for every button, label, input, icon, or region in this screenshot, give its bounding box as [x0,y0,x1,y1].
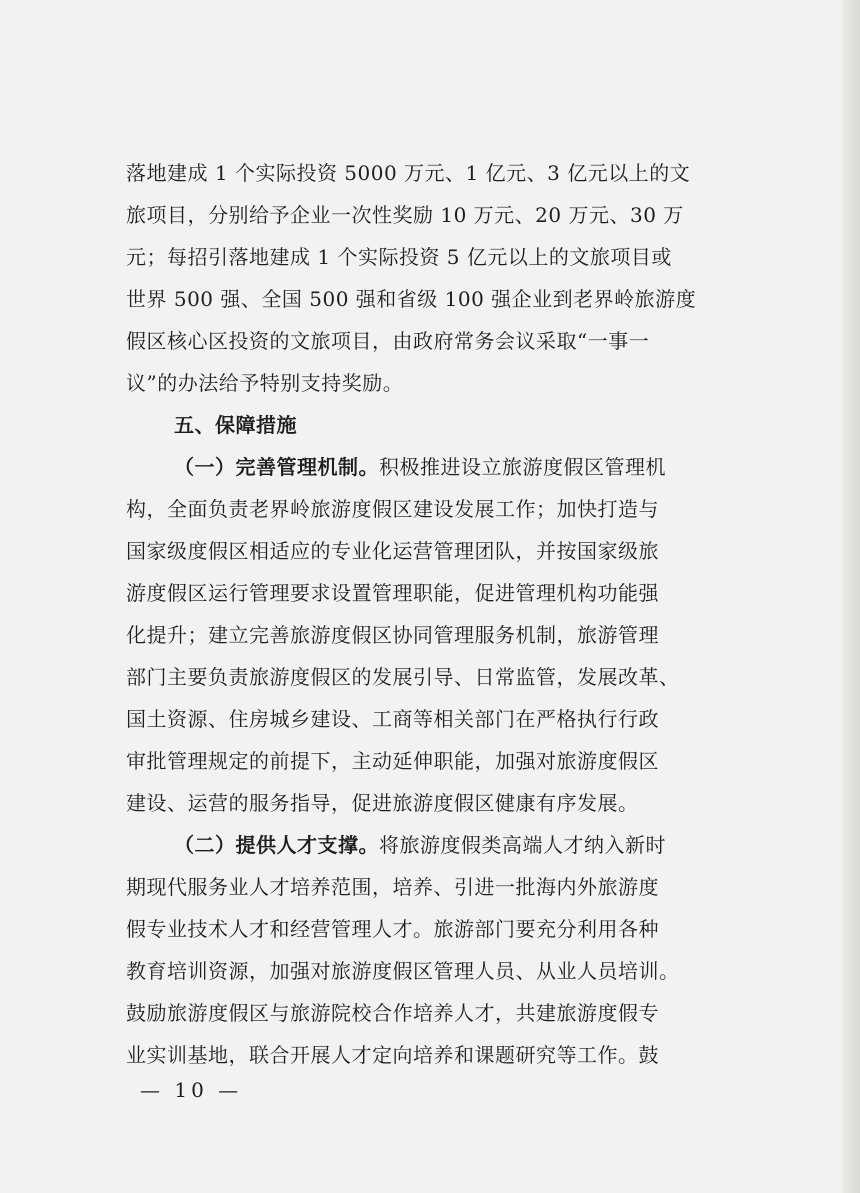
text-line: 假区核心区投资的文旅项目，由政府常务会议采取“一事一 [126,329,650,353]
section-heading: 五、保障措施 [174,413,297,437]
paragraph-1-first-line [126,446,726,488]
paragraph-1-first-rest: 积极推进设立旅游度假区管理机 [379,455,666,479]
paragraph-2-first-rest: 将旅游度假类高端人才纳入新时 [379,833,666,857]
text-line: 教育培训资源，加强对旅游度假区管理人员、从业人员培训。 [126,959,680,983]
text-line: 构，全面负责老界岭旅游度假区建设发展工作；加快打造与 [126,497,659,521]
text-line: 鼓励旅游度假区与旅游院校合作培养人才，共建旅游度假专 [126,1001,659,1025]
page-edge-shadow [842,0,860,1193]
text-line: 旅项目，分别给予企业一次性奖励 10 万元、20 万元、30 万 [126,203,684,227]
text-line: 建设、运营的服务指导，促进旅游度假区健康有序发展。 [126,791,639,815]
text-line: 部门主要负责旅游度假区的发展引导、日常监管，发展改革、 [126,665,680,689]
paragraph-2-lead: （二）提供人才支撑。 [174,833,379,857]
text-line: 国土资源、住房城乡建设、工商等相关部门在严格执行行政 [126,707,659,731]
text-line: 国家级度假区相适应的专业化运营管理团队，并按国家级旅 [126,539,659,563]
text-line: 游度假区运行管理要求设置管理职能，促进管理机构功能强 [126,581,659,605]
text-line: 落地建成 1 个实际投资 5000 万元、1 亿元、3 亿元以上的文 [126,161,691,185]
text-line: 议”的办法给予特别支持奖励。 [126,371,404,395]
text-line: 化提升；建立完善旅游度假区协同管理服务机制，旅游管理 [126,623,659,647]
text-line: 世界 500 强、全国 500 强和省级 100 强企业到老界岭旅游度 [126,287,697,311]
text-line: 审批管理规定的前提下，主动延伸职能，加强对旅游度假区 [126,749,659,773]
text-line: 期现代服务业人才培养范围，培养、引进一批海内外旅游度 [126,875,659,899]
text-line: 业实训基地，联合开展人才定向培养和课题研究等工作。鼓 [126,1043,659,1067]
paragraph-1-lead: （一）完善管理机制。 [174,455,379,479]
text-line: 元；每招引落地建成 1 个实际投资 5 亿元以上的文旅项目或 [126,245,672,269]
page-number: — 10 — [140,1078,243,1102]
document-body [126,152,726,1076]
text-line: 假专业技术人才和经营管理人才。旅游部门要充分利用各种 [126,917,659,941]
paragraph-2-first-line [126,824,726,866]
